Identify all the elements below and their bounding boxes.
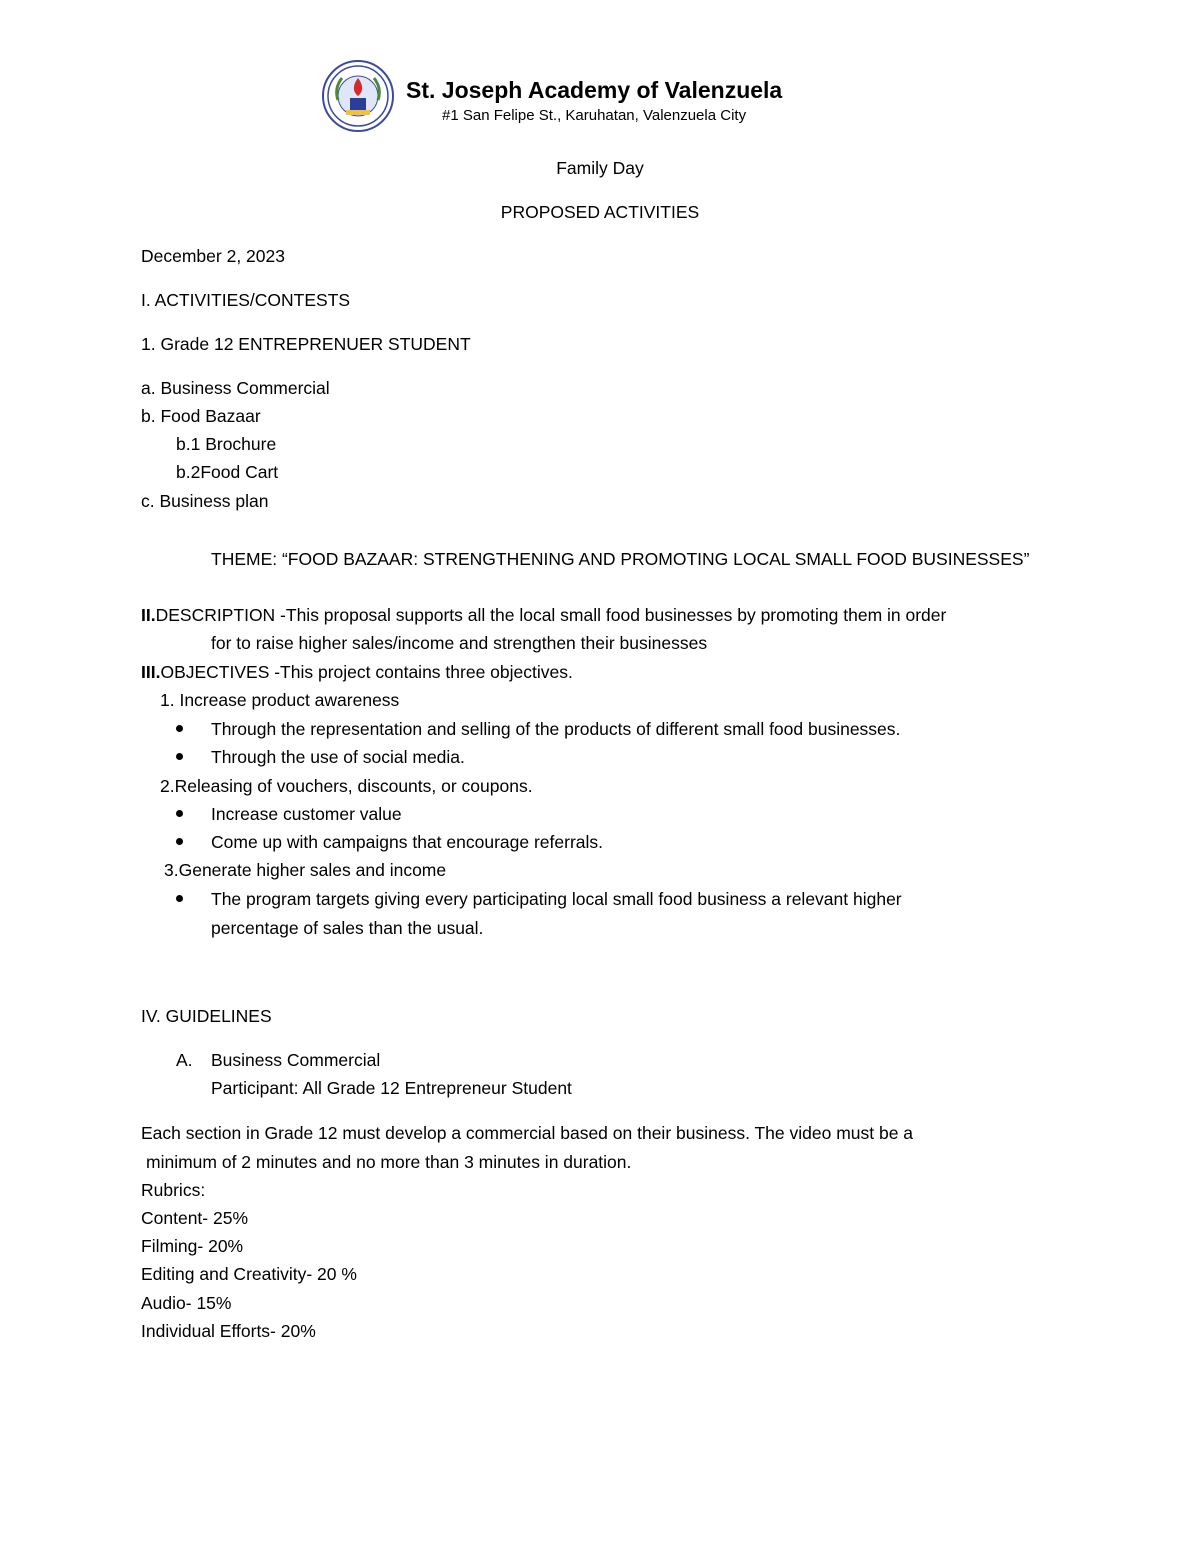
section-activities-heading: I. ACTIVITIES/CONTESTS bbox=[141, 290, 351, 310]
objective-1-bullet-2: Through the use of social media. bbox=[211, 747, 465, 767]
activity-b2: b.2Food Cart bbox=[176, 462, 279, 482]
bullet-icon bbox=[176, 838, 183, 845]
document-title: PROPOSED ACTIVITIES bbox=[500, 202, 700, 222]
rubrics-label: Rubrics: bbox=[141, 1180, 206, 1200]
description-line-1: DESCRIPTION -This proposal supports all the local small food businesses by promoting them in order bbox=[155, 605, 947, 625]
activity-item-1: 1. Grade 12 ENTREPRENUER STUDENT bbox=[141, 334, 471, 354]
section-guidelines-heading: IV. GUIDELINES bbox=[141, 1006, 272, 1026]
bullet-icon bbox=[176, 895, 183, 902]
event-title: Family Day bbox=[556, 158, 644, 178]
objective-3: 3.Generate higher sales and income bbox=[164, 860, 447, 880]
bullet-icon bbox=[176, 725, 183, 732]
description-paragraph bbox=[141, 604, 946, 626]
rubric-item: Audio- 15% bbox=[141, 1293, 232, 1313]
objectives-paragraph bbox=[141, 661, 573, 683]
rubric-item: Content- 25% bbox=[141, 1208, 249, 1228]
activity-b1: b.1 Brochure bbox=[176, 434, 277, 454]
bullet-icon bbox=[176, 810, 183, 817]
description-line-2: for to raise higher sales/income and strengthen their businesses bbox=[211, 633, 708, 653]
activity-c: c. Business plan bbox=[141, 491, 269, 511]
school-name: St. Joseph Academy of Valenzuela bbox=[406, 77, 783, 103]
rubric-item: Filming- 20% bbox=[141, 1236, 244, 1256]
activity-a: a. Business Commercial bbox=[141, 378, 330, 398]
description-label: II. bbox=[141, 605, 156, 625]
guideline-a-title: Business Commercial bbox=[211, 1050, 381, 1070]
objective-2-bullet-2: Come up with campaigns that encourage referrals. bbox=[211, 832, 604, 852]
bullet-icon bbox=[176, 753, 183, 760]
activity-b: b. Food Bazaar bbox=[141, 406, 261, 426]
school-address: #1 San Felipe St., Karuhatan, Valenzuela City bbox=[442, 107, 747, 124]
objectives-label: III. bbox=[141, 662, 161, 682]
guideline-paragraph-line-1: Each section in Grade 12 must develop a commercial based on their business. The video must be a bbox=[141, 1123, 914, 1143]
guideline-a-label: A. bbox=[176, 1050, 193, 1070]
guideline-paragraph-line-2: minimum of 2 minutes and no more than 3 minutes in duration. bbox=[146, 1152, 632, 1172]
school-seal-logo bbox=[322, 60, 394, 132]
rubric-item: Editing and Creativity- 20 % bbox=[141, 1264, 357, 1284]
objective-1: 1. Increase product awareness bbox=[160, 690, 400, 710]
rubric-item: Individual Efforts- 20% bbox=[141, 1321, 316, 1341]
objective-3-bullet-1-line-2: percentage of sales than the usual. bbox=[211, 918, 484, 938]
objective-3-bullet-1-line-1: The program targets giving every participating local small food business a relevant higher bbox=[211, 889, 902, 909]
objective-2: 2.Releasing of vouchers, discounts, or coupons. bbox=[160, 776, 533, 796]
guideline-a-participant: Participant: All Grade 12 Entrepreneur Student bbox=[211, 1078, 572, 1098]
objective-2-bullet-1: Increase customer value bbox=[211, 804, 402, 824]
objectives-intro: OBJECTIVES -This project contains three objectives. bbox=[160, 662, 573, 682]
theme-line: THEME: “FOOD BAZAAR: STRENGTHENING AND PROMOTING LOCAL SMALL FOOD BUSINESSES” bbox=[211, 549, 1030, 569]
objective-1-bullet-1: Through the representation and selling of the products of different small food businesses. bbox=[211, 719, 901, 739]
document-date: December 2, 2023 bbox=[141, 246, 285, 266]
